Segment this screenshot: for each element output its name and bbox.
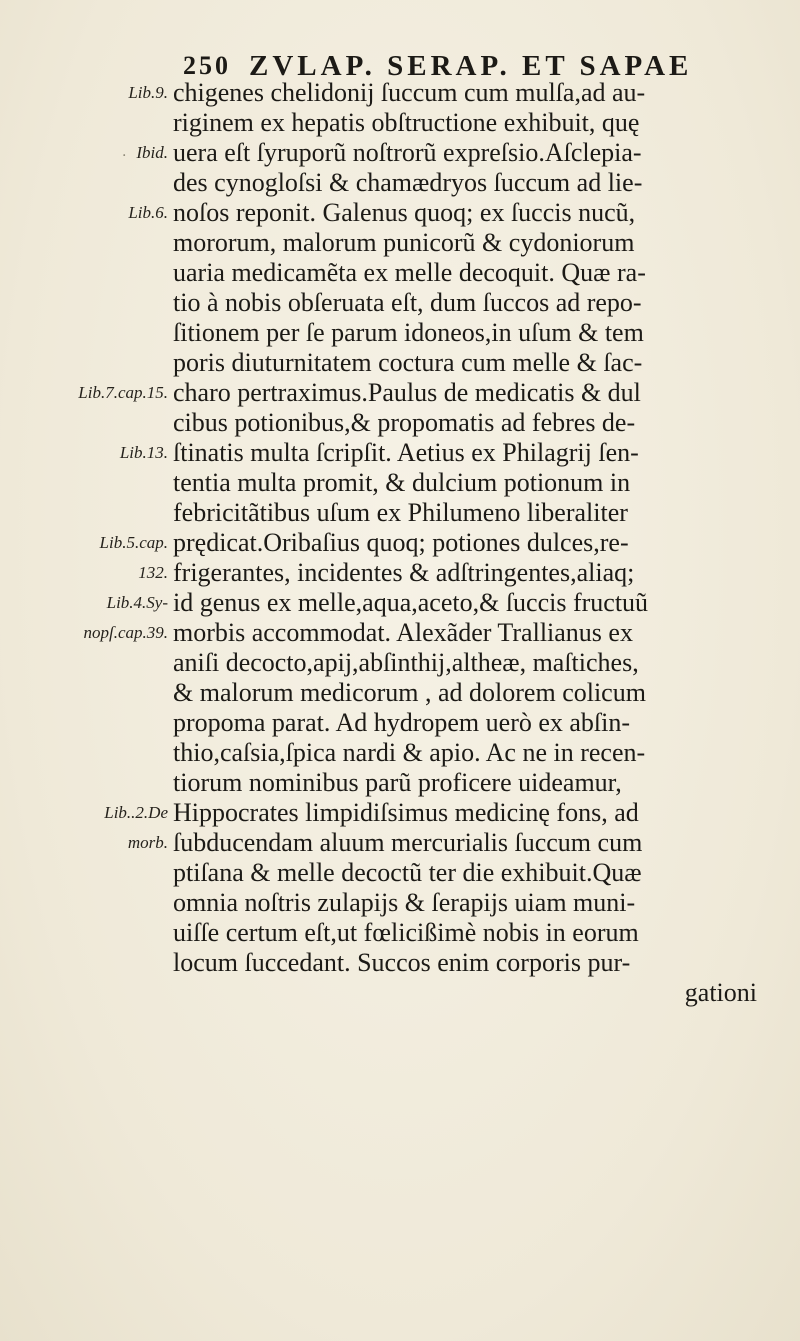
margin-note: Lib.6. [128, 203, 168, 222]
margin-note: morb. [127, 833, 168, 852]
text-line: febricitãtibus uſum ex Philumeno liberaliter [173, 498, 628, 527]
text-line: poris diuturnitatem coctura cum melle & ſac- [173, 348, 643, 377]
text-line: prędicat.Oribaſius quoq; potiones dulces,re- [173, 528, 629, 557]
body-text [173, 78, 773, 1008]
text-line: omnia noſtris zulapijs & ſerapijs uiam muni- [173, 888, 636, 917]
margin-note: Lib.13. [119, 443, 168, 462]
margin-note: Lib.7.cap.15. [78, 383, 168, 402]
ink-speck: · [122, 148, 127, 164]
text-line: ptiſana & melle decoctũ ter die exhibuit.Quæ [173, 858, 642, 887]
margin-note: 132. [138, 563, 168, 582]
text-line: locum ſuccedant. Succos enim corporis pur- [173, 948, 631, 977]
text-line: tio à nobis obſeruata eſt, dum ſuccos ad repo- [173, 288, 642, 317]
text-line: Hippocrates limpidiſsimus medicinę fons, ad [173, 798, 639, 827]
text-line: charo pertraximus.Paulus de medicatis & dul [173, 378, 641, 407]
catchword: gationi [684, 978, 757, 1007]
text-line: noſos reponit. Galenus quoq; ex ſuccis nucũ, [173, 198, 636, 227]
text-line: uiſſe certum eſt,ut fœlicißimè nobis in eorum [173, 918, 639, 947]
text-line: ſtinatis multa ſcripſit. Aetius ex Philagrij ſen- [173, 438, 639, 467]
text-line: id genus ex melle,aqua,aceto,& ſuccis fructuũ [173, 588, 649, 617]
running-title: ZVLAP. SERAP. ET SAPAE [249, 49, 693, 82]
text-line: ſubducendam aluum mercurialis ſuccum cum [173, 828, 643, 857]
margin-note: Lib.5.cap. [99, 533, 168, 552]
margin-note: Ibid. [136, 143, 168, 162]
margin-note: Lib.9. [128, 83, 168, 102]
text-line: aniſi decocto,apij,abſinthij,altheæ, maſtiches, [173, 648, 639, 677]
page-number: 250 [183, 51, 231, 80]
margin-note: Lib..2.De [104, 803, 168, 822]
text-line: tentia multa promit, & dulcium potionum in [173, 468, 631, 497]
text-line: uaria medicamẽta ex melle decoquit. Quæ ra- [173, 258, 646, 287]
text-line: thio,caſsia,ſpica nardi & apio. Ac ne in recen- [173, 738, 646, 767]
text-line: mororum, malorum punicorũ & cydoniorum [173, 228, 635, 257]
margin-note: nopſ.cap.39. [83, 623, 168, 642]
text-line: cibus potionibus,& propomatis ad febres de- [173, 408, 636, 437]
margin-note: Lib.4.Sy- [106, 593, 168, 612]
text-line: morbis accommodat. Alexãder Trallianus ex [173, 618, 633, 647]
text-line: frigerantes, incidentes & adſtringentes,aliaq; [173, 558, 635, 587]
text-line: ſitionem per ſe parum idoneos,in uſum & tem [173, 318, 644, 347]
text-line: & malorum medicorum , ad dolorem colicum [173, 678, 646, 707]
text-line: des cynogloſsi & chamædryos ſuccum ad lie- [173, 168, 643, 197]
text-line: uera eſt ſyruporũ noſtrorũ expreſsio.Aſclepia- [173, 138, 642, 167]
text-line: propoma parat. Ad hydropem uerò ex abſin- [173, 708, 631, 737]
text-line: riginem ex hepatis obſtructione exhibuit, quę [173, 108, 640, 137]
text-line: chigenes chelidonij ſuccum cum mulſa,ad au- [173, 78, 646, 107]
text-line: tiorum nominibus parũ proficere uideamur, [173, 768, 622, 797]
